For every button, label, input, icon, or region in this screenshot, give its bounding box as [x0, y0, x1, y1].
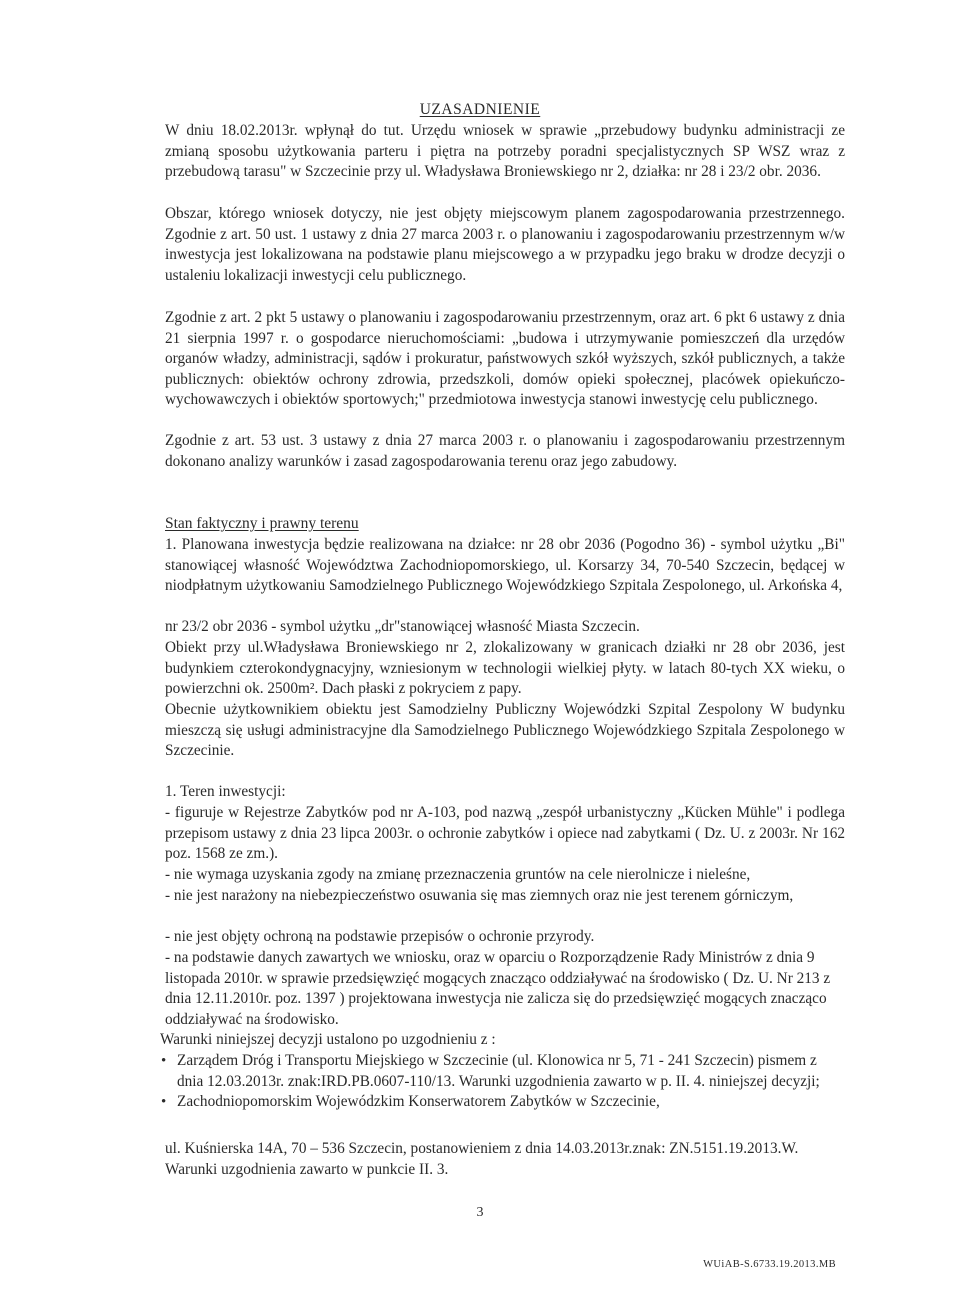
section-heading: Stan faktyczny i prawny terenu — [165, 515, 359, 532]
document-title: UZASADNIENIE — [419, 101, 541, 118]
section-paragraph-1: 1. Planowana inwestycja będzie realizowana na działce: nr 28 obr 2036 (Pogodno 36) - symbol użytku „Bi" stanowiącej własność Województwa Zachodniopomorskiego, ul. Korsarzy 34, 70-540 Szczecin, będącej w niodpłatnym użytkowaniu Samodzielnego Publicznego Wojewódzkiego Szpitala Zespolonego, ul. Arkońska 4, — [165, 536, 845, 595]
teren-heading: 1. Teren inwestycji: — [165, 783, 286, 800]
teren-item-1: - figuruje w Rejestrze Zabytków pod nr A-103, pod nazwą „zespół urbanistyczny „Kücken Mühle" i podlega przepisom ustawy z dnia 23 lipca 2003r. o ochronie zabytków i opiece nad zabytkami ( Dz. U. z 2003r. Nr 162 poz. 1568 ze zm.). — [165, 804, 845, 863]
page-number: 3 — [476, 1205, 484, 1220]
section-paragraph-2: nr 23/2 obr 2036 - symbol użytku „dr"stanowiącej własność Miasta Szczecin. — [165, 618, 640, 635]
warunki-list — [165, 1051, 845, 1113]
warunki-tail: ul. Kuśnierska 14A, 70 – 536 Szczecin, postanowieniem z dnia 14.03.2013r.znak: ZN.5151.19.2013.W. Warunki uzgodnienia zawarto w punkcie II. 3. — [165, 1140, 799, 1178]
teren-item-5: - na podstawie danych zawartych we wniosku, oraz w oparciu o Rozporządzenie Rady Ministrów z dnia 9 listopada 2010r. w sprawie przedsięwzięć mogących znacząco oddziaływać na środowisko ( Dz. U. Nr 213 z dnia 12.11.2010r. poz. 1397 ) projektowana inwestycja nie zalicza się do przedsięwzięć mogących znacząco oddziaływać na środowisko. — [165, 949, 831, 1028]
teren-item-3: - nie jest narażony na niebezpieczeństwo osuwania się mas ziemnych oraz nie jest terenem górniczym, — [165, 887, 794, 904]
section-paragraph-3: Obiekt przy ul.Władysława Broniewskiego nr 2, zlokalizowany w granicach działki nr 28 obr 2036, jest budynkiem czterokondygnacyjny, wzniesionym w technologii wielkiej płyty. w latach 80-tych XX wieku, o powierzchni ok. 2500m². Dach płaski z pokryciem z papy. — [165, 639, 845, 698]
intro-paragraph-4: Zgodnie z art. 53 ust. 3 ustawy z dnia 27 marca 2003 r. o planowaniu i zagospodarowaniu przestrzennym dokonano analizy warunków i zasad zagospodarowania terenu oraz jego zabudowy. — [165, 432, 845, 470]
warunki-intro: Warunki niniejszej decyzji ustalono po uzgodnieniu z : — [160, 1031, 496, 1048]
warunki-bullet-2: • Zachodniopomorskim Wojewódzkim Konserwatorem Zabytków w Szczecinie, — [165, 1092, 845, 1113]
intro-paragraph-2: Obszar, którego wniosek dotyczy, nie jest objęty miejscowym planem zagospodarowania przestrzennego. Zgodnie z art. 50 ust. 1 ustawy z dnia 27 marca 2003 r. o planowaniu i zagospodarowaniu przestrzennym w/w inwestycja jest lokalizowana na podstawie planu miejscowego a w przypadku jego braku w drodze decyzji o ustaleniu lokalizacji inwestycji celu publicznego. — [165, 205, 845, 284]
intro-paragraph-1: W dniu 18.02.2013r. wpłynął do tut. Urzędu wniosek w sprawie „przebudowy budynku administracji ze zmianą sposobu użytkowania parteru i piętra na potrzeby poradni specjalistycznych SP WSZ wraz z przebudową tarasu" w Szczecinie przy ul. Władysława Broniewskiego nr 2, działka: nr 28 i 23/2 obr. 2036. — [165, 122, 845, 181]
intro-paragraph-3: Zgodnie z art. 2 pkt 5 ustawy o planowaniu i zagospodarowaniu przestrzennym, oraz art. 6 pkt 6 ustawy z dnia 21 sierpnia 1997 r. o gospodarce nieruchomościami: „budowa i utrzymywanie pomieszczeń dla urzędów organów władzy, administracji, sądów i prokuratur, państwowych szkół wyższych, szkół publicznych, a także publicznych: obiektów ochrony zdrowia, przedszkoli, domów opieki społecznej, placówek opiekuńczo-wychowawczych i obiektów sportowych;" przedmiotowa inwestycja stanowi inwestycję celu publicznego. — [165, 309, 845, 409]
warunki-bullet-1: • Zarządem Dróg i Transportu Miejskiego w Szczecinie (ul. Klonowica nr 5, 71 - 241 Szczecin) pismem z dnia 12.03.2013r. znak:IRD.PB.0607-110/13. Warunki uzgodnienia zawarto w p. II. 4. niniejszej decyzji; — [165, 1051, 845, 1092]
teren-item-4: - nie jest objęty ochroną na podstawie przepisów o ochronie przyrody. — [165, 928, 595, 945]
teren-item-2: - nie wymaga uzyskania zgody na zmianę przeznaczenia gruntów na cele nierolnicze i nieleśne, — [165, 866, 751, 883]
section-paragraph-4: Obecnie użytkownikiem obiektu jest Samodzielny Publiczny Wojewódzki Szpital Zespolony W budynku mieszczą się usługi administracyjne dla Samodzielnego Publicznego Wojewódzkiego Szpitala Zespolonego w Szczecinie. — [165, 701, 845, 760]
document-reference: WUiAB-S.6733.19.2013.MB — [703, 1259, 836, 1270]
